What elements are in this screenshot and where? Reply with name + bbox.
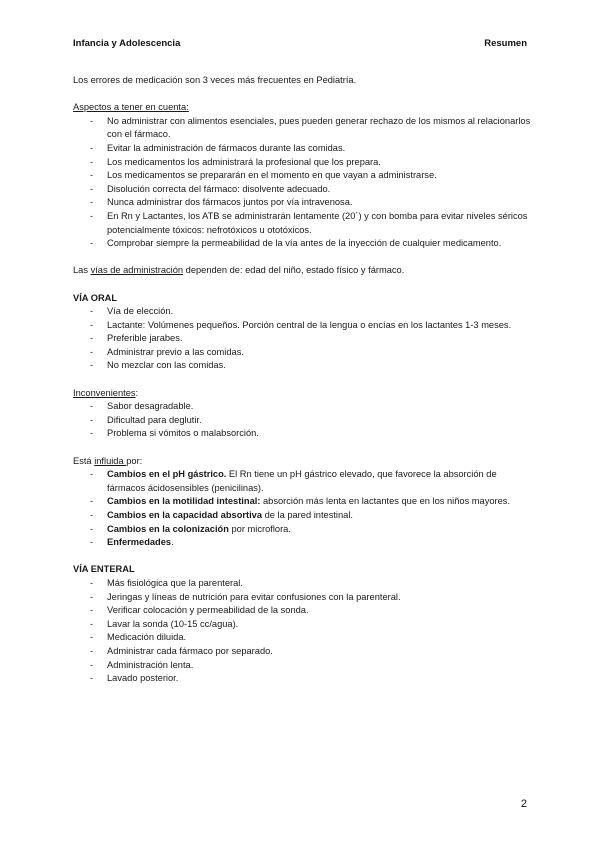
influida-underlined: influida: [94, 455, 127, 466]
list-item: - Administrar previo a las comidas.: [73, 346, 533, 360]
list-dash: -: [90, 238, 94, 249]
list-item: - Sabor desagradable.: [73, 400, 533, 414]
list-item: - Enfermedades.: [73, 536, 533, 550]
list-dash: -: [90, 510, 94, 520]
list-dash: -: [90, 346, 94, 357]
list-item: - Jeringas y líneas de nutrición para evitar confusiones con la parenteral.: [73, 591, 533, 605]
header-title: Infancia y Adolescencia: [73, 38, 181, 49]
aspectos-heading: Aspectos a tener en cuenta:: [73, 102, 189, 113]
via-enteral-list: [73, 577, 533, 686]
list-dash: -: [90, 428, 94, 439]
list-item: - Administración lenta.: [73, 659, 533, 673]
list-item: - No mezclar con las comidas.: [73, 359, 533, 373]
list-item: - Cambios en la colonización por microflora.: [73, 523, 533, 537]
inconvenientes-list: [73, 400, 533, 441]
intro-paragraph: Los errores de medicación son 3 veces más frecuentes en Pediatría.: [73, 75, 357, 85]
list-dash: -: [90, 115, 94, 126]
list-dash: -: [90, 414, 94, 425]
list-item: - Lavado posterior.: [73, 672, 533, 686]
list-dash: -: [90, 659, 94, 670]
aspectos-list: [73, 115, 533, 251]
list-item: - No administrar con alimentos esenciales, pues pueden generar rechazo de los mismos al relacionarlos con el fármaco.: [90, 115, 531, 140]
list-item: - Administrar cada fármaco por separado.: [73, 645, 533, 659]
list-dash: -: [90, 170, 94, 181]
vias-paragraph: Las vías de administración dependen de: edad del niño, estado físico y fármaco.: [73, 265, 405, 276]
page-number: 2: [520, 798, 527, 810]
list-dash: -: [90, 156, 94, 167]
influida-paragraph: Está influida por:: [73, 455, 143, 466]
list-item: - Lavar la sonda (10-15 cc/agua).: [73, 618, 533, 632]
list-dash: -: [90, 645, 94, 656]
list-item: - Problema si vómitos o malabsorción.: [73, 427, 533, 441]
list-item: - En Rn y Lactantes, los ATB se administrarán lentamente (20´) y con bomba para evitar niveles séricos potencialmente tóxicos: nefrotóxicos u ototóxicos.: [90, 210, 528, 235]
inconvenientes-heading: Inconvenientes:: [73, 387, 139, 398]
list-item: - Nunca administrar dos fármacos juntos por vía intravenosa.: [73, 196, 533, 210]
list-item: - Medicación diluida.: [73, 631, 533, 645]
list-dash: -: [90, 591, 94, 602]
list-item: - Vía de elección.: [73, 305, 533, 319]
list-dash: -: [90, 197, 94, 208]
list-dash: -: [90, 537, 94, 548]
list-dash: -: [90, 605, 94, 616]
list-item: - Cambios en el pH gástrico. El Rn tiene un pH gástrico elevado, que favorece la absorción de fármacos ácidosensibles (penicilinas).: [90, 469, 497, 493]
list-dash: -: [90, 632, 94, 643]
vias-underlined: vías de administración: [90, 265, 184, 276]
list-dash: -: [90, 523, 94, 534]
list-item: - Lactante: Volúmenes pequeños. Porción central de la lengua o encías en los lactantes 1-3 meses.: [73, 319, 533, 333]
list-item: - Disolución correcta del fármaco: disolvente adecuado.: [73, 183, 533, 197]
list-dash: -: [90, 401, 94, 412]
list-item: - Más fisiológica que la parenteral.: [73, 577, 533, 591]
list-dash: -: [90, 618, 94, 629]
list-dash: -: [90, 469, 94, 480]
list-item: - Los medicamentos se prepararán en el momento en que vayan a administrarse.: [73, 169, 533, 183]
header-section: Resumen: [484, 38, 527, 49]
list-item: - Comprobar siempre la permeabilidad de la vía antes de la inyección de cualquier medicamento.: [73, 237, 533, 251]
list-item: - Verificar colocación y permeabilidad de la sonda.: [73, 604, 533, 618]
page-content: [73, 74, 533, 686]
influida-list: [73, 468, 533, 550]
list-dash: -: [90, 183, 94, 194]
list-item: - Cambios en la capacidad absortiva de la pared intestinal.: [73, 509, 533, 523]
list-item: - Dificultad para deglutir.: [73, 414, 533, 428]
list-dash: -: [90, 333, 94, 344]
list-item: - Evitar la administración de fármacos durante las comidas.: [73, 142, 533, 156]
list-item: - Los medicamentos los administrará la profesional que los prepara.: [73, 156, 533, 170]
list-dash: -: [90, 496, 94, 507]
list-item: - Preferible jarabes.: [73, 332, 533, 346]
list-dash: -: [90, 360, 94, 371]
list-dash: -: [90, 210, 94, 221]
list-dash: -: [90, 306, 94, 317]
via-oral-list: [73, 305, 533, 373]
via-oral-heading: VÍA ORAL: [73, 292, 118, 303]
list-dash: -: [90, 577, 94, 588]
list-dash: -: [90, 319, 94, 330]
list-item: - Cambios en la motilidad intestinal: absorción más lenta en lactantes que en los niños mayores.: [73, 495, 533, 509]
via-enteral-heading: VÍA ENTERAL: [73, 564, 135, 575]
list-dash: -: [90, 142, 94, 153]
list-dash: -: [90, 673, 94, 684]
